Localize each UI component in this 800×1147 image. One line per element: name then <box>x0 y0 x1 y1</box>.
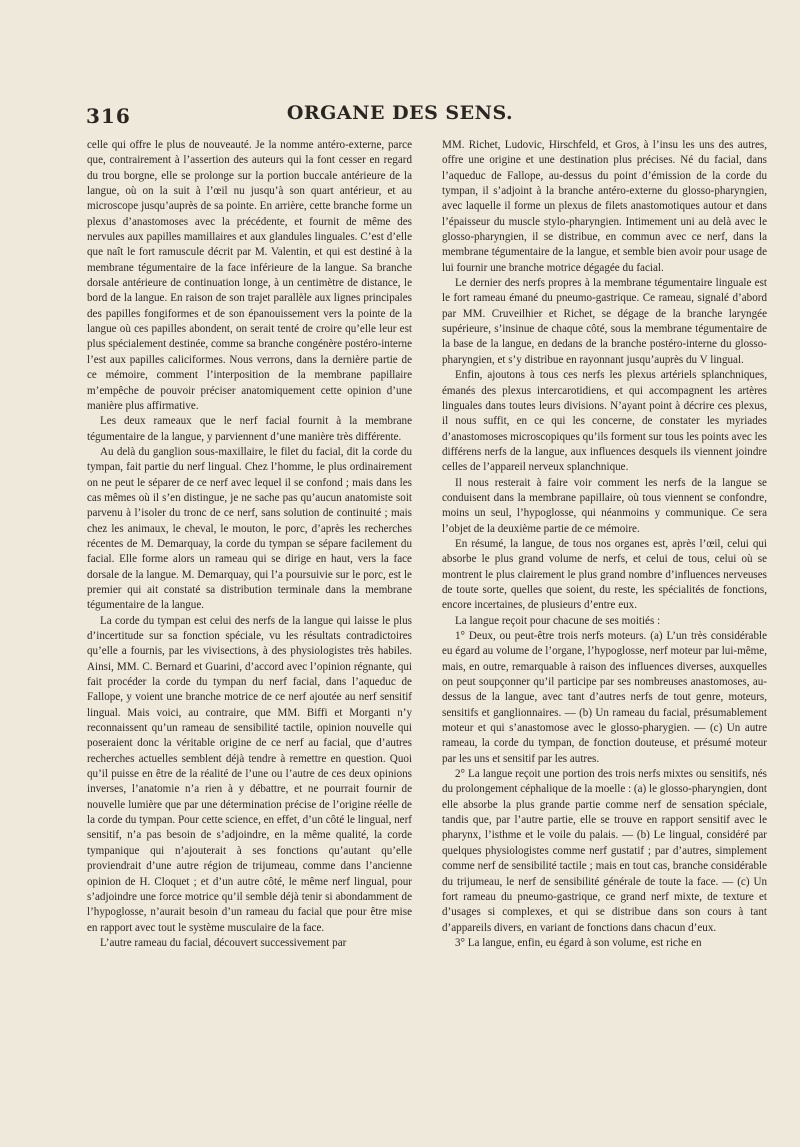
right-column <box>442 138 767 1023</box>
paragraph: Enfin, ajoutons à tous ces nerfs les plexus artériels splanchniques, émanés des plexus intercarotidiens, et qui accompagnent les artères linguales dans toutes leurs divisions. N’ayant point à décrire ces plexus, il nous suffit, en ce qui les concerne, de constater les myriades d’anastomoses microscopiques qu’ils forment sur tous les points avec les différens nerfs de la langue, aux influences desquels ils viennent joindre celles de l’appareil nerveux splanchnique. <box>442 369 767 474</box>
left-column <box>87 138 412 1023</box>
page-number: 316 <box>86 104 131 128</box>
paragraph: 1° Deux, ou peut-être trois nerfs moteurs. (a) L’un très considérable eu égard au volume de l’organe, l’hypoglosse, nerf moteur par lui-même, mais, en outre, remarquable à raison des influences diverses, auxquelles on peut soupçonner qu’il participe par ses nombreuses anastomoses, au-dessus de la langue, avec tant d’autres nerfs de tout genre, moteurs, sensitifs et ganglionnaires. — (b) Un rameau du facial, présumablement moteur et qui s’anastomose avec le glosso-pharygien. — (c) Un autre rameau, la corde du tympan, de fonction douteuse, et présumé moteur par les uns et sensitif par les autres. <box>442 630 767 765</box>
paragraph: En résumé, la langue, de tous nos organes est, après l’œil, celui qui absorbe le plus grand volume de nerfs, et celui de tous, celui où se montrent le plus clairement le plus grand nombre d’influences nerveuses de toute sorte, quelles que soient, du reste, les spécialités de fonctions, encore incertaines, de plusieurs d’entre eux. <box>442 537 767 612</box>
paragraph: La corde du tympan est celui des nerfs de la langue qui laisse le plus d’incertitude sur sa fonction spéciale, vu les résultats contradictoires qu’elle a fournis, par les vivisections, à des physiologistes très habiles. Ainsi, MM. C. Bernard et Guarini, d’accord avec l’opinion régnante, qui fait procéder la corde du tympan du nerf facial, dans l’aqueduc de Fallope, y voient une branche motrice de ce nerf ajoutée au nerf sensitif lingual. Mais voici, au contraire, que MM. Biffi et Morganti n’y reconnaissent qu’un rameau de sensibilité tactile, opinion nouvelle qui poseraient donc la véritable origine de ce nerf au facial, que d’autres recherches actuelles semblent déjà tendre à remettre en question. Quoi qu’il puisse en être de la réalité de l’une ou l’autre de ces deux opinions inverses, l’anatomie n’a rien à y débattre, et ne pourrait fournir de nouvelle lumière que par une détermination précise de l’origine réelle de la corde du tympan. Pour cette science, en effet, d’un côté le lingual, nerf sensitif, n’a pas besoin de s’adjoindre, en la même qualité, la corde tympanique qui n’ajouterait à ses fonctions qu’autant qu’elle proviendrait d’une autre région de trijumeau, comme dans l’ancienne opinion de H. Cloquet ; et d’un autre côté, le même nerf lingual, pour s’adjoindre une force motrice qu’il semble déjà tenir si abondamment de l’hypoglosse, n’aurait besoin d’un rameau du facial que pour être mise en rapport avec tout le système musculaire de la face. <box>87 614 412 934</box>
paragraph: celle qui offre le plus de nouveauté. Je la nomme antéro-externe, parce que, contrairement à l’assertion des auteurs qui la font cesser en regard du trou borgne, elle se prolonge sur la portion buccale antérieure de la langue, où on la suit à l’œil nu jusqu’à son quart antérieur, et au microscope jusqu’auprès de sa pointe. En arrière, cette branche forme un plexus d’anastomoses avec la précédente, et fournit de même des nervules aux papilles mamillaires et aux glandules linguales. C’est d’elle que naît le fort ramuscule décrit par M. Valentin, et qui est destiné à la membrane tégumentaire de la face inférieure de la langue. Sa branche dorsale antérieure de continuation longe, à un centimètre de distance, le bord de la langue. En raison de son trajet parallèle aux lignes principales des papilles fongiformes et de son épanouissement vers la pointe de la langue où ces papilles abondent, on serait tenté de croire qu’elle leur est plus spécialement destinée, comme sa branche congénère postéro-interne l’est aux papilles caliciformes. Nous verrons, dans la dernière partie de ce mémoire, comment l’interposition de la membrane papillaire m’empêche de pouvoir préciser anatomiquement cette opinion d’une manière plus affirmative. <box>87 139 412 412</box>
running-title: ORGANE DES SENS. <box>286 102 514 124</box>
paragraph: Au delà du ganglion sous-maxillaire, le filet du facial, dit la corde du tympan, fait partie du nerf lingual. Chez l’homme, le plus ordinairement on ne peut le séparer de ce nerf avec lequel il se confond ; mais dans les cas mêmes où il s’en distingue, je ne sache pas qu’aucun anatomiste soit parvenu à l’isoler du tronc de ce nerf, sans solution de continuité ; mais chez les animaux, le cheval, le mouton, le porc, d’après les recherches récentes de M. Demarquay, la corde du tympan se sépare facilement du facial. Elle forme alors un rameau qui se dirige en haut, vers la face dorsale de la langue. M. Demarquay, qui l’a poursuivie sur le porc, est le premier qui ait constaté sa distribution terminale dans la membrane tégumentaire de la langue. <box>87 445 412 612</box>
paragraph: La langue reçoit pour chacune de ses moitiés : <box>455 614 661 627</box>
paragraph: 3° La langue, enfin, eu égard à son volume, est riche en <box>455 936 702 949</box>
paragraph: 2° La langue reçoit une portion des trois nerfs mixtes ou sensitifs, nés du prolongement céphalique de la moelle : (a) le glosso-pharyngien, dont elle absorbe la plus grande partie comme nerf de sensation spéciale, tandis que, par l’autre partie, elle se trouve en rapport sensitif avec le pharynx, l’isthme et le voile du palais. — (b) Le lingual, considéré par quelques physiologistes comme nerf gustatif ; par d’autres, simplement comme nerf de sensibilité tactile ; mais en tout cas, branche considérable du trijumeau, le nerf de sensibilité générale de toute la face. — (c) Un fort rameau du pneumo-gastrique, ce grand nerf mixte, de texture et d’usages si complexes, et qui se distribue dans son cours à tant d’appareils divers, en variant de fonctions dans chacun d’eux. <box>442 768 767 934</box>
paragraph: L’autre rameau du facial, découvert successivement par <box>100 936 347 949</box>
paragraph: Le dernier des nerfs propres à la membrane tégumentaire linguale est le fort rameau émané du pneumo-gastrique. Ce rameau, signalé d’abord par MM. Cruveilhier et Richet, se dégage de la branche laryngée supérieure, s’insinue de chaque côté, sous la membrane tégumentaire de la base de la langue, en dedans de la branche postéro-interne du glosso-pharyngien, et s’y distribue en rayonnant jusqu’auprès du V lingual. <box>442 277 767 366</box>
paragraph: Les deux rameaux que le nerf facial fournit à la membrane tégumentaire de la langue, y parviennent d’une manière très différente. <box>87 415 412 443</box>
paragraph: MM. Richet, Ludovic, Hirschfeld, et Gros, à l’insu les uns des autres, offre une origine et une destination plus précises. Né du facial, dans l’aqueduc de Fallope, au-dessus du point d’émission de la corde du tympan, il s’adjoint à la branche antéro-externe du glosso-pharyngien, avec laquelle il forme un plexus de filets anastomotiques autour et dans l’épaisseur du muscle stylo-pharyngien. Intimement uni au delà avec le glosso-pharyngien, il se distribue, en commun avec ce nerf, dans la membrane tégumentaire de la langue, et semble bien avoir pour usage de lui fournir une branche motrice dégagée du facial. <box>442 139 767 274</box>
paragraph: Il nous resterait à faire voir comment les nerfs de la langue se conduisent dans la membrane papillaire, où tous viennent se confondre, moins un seul, l’hypoglosse, qui néanmoins y communique. Ce sera l’objet de la deuxième partie de ce mémoire. <box>442 476 767 535</box>
